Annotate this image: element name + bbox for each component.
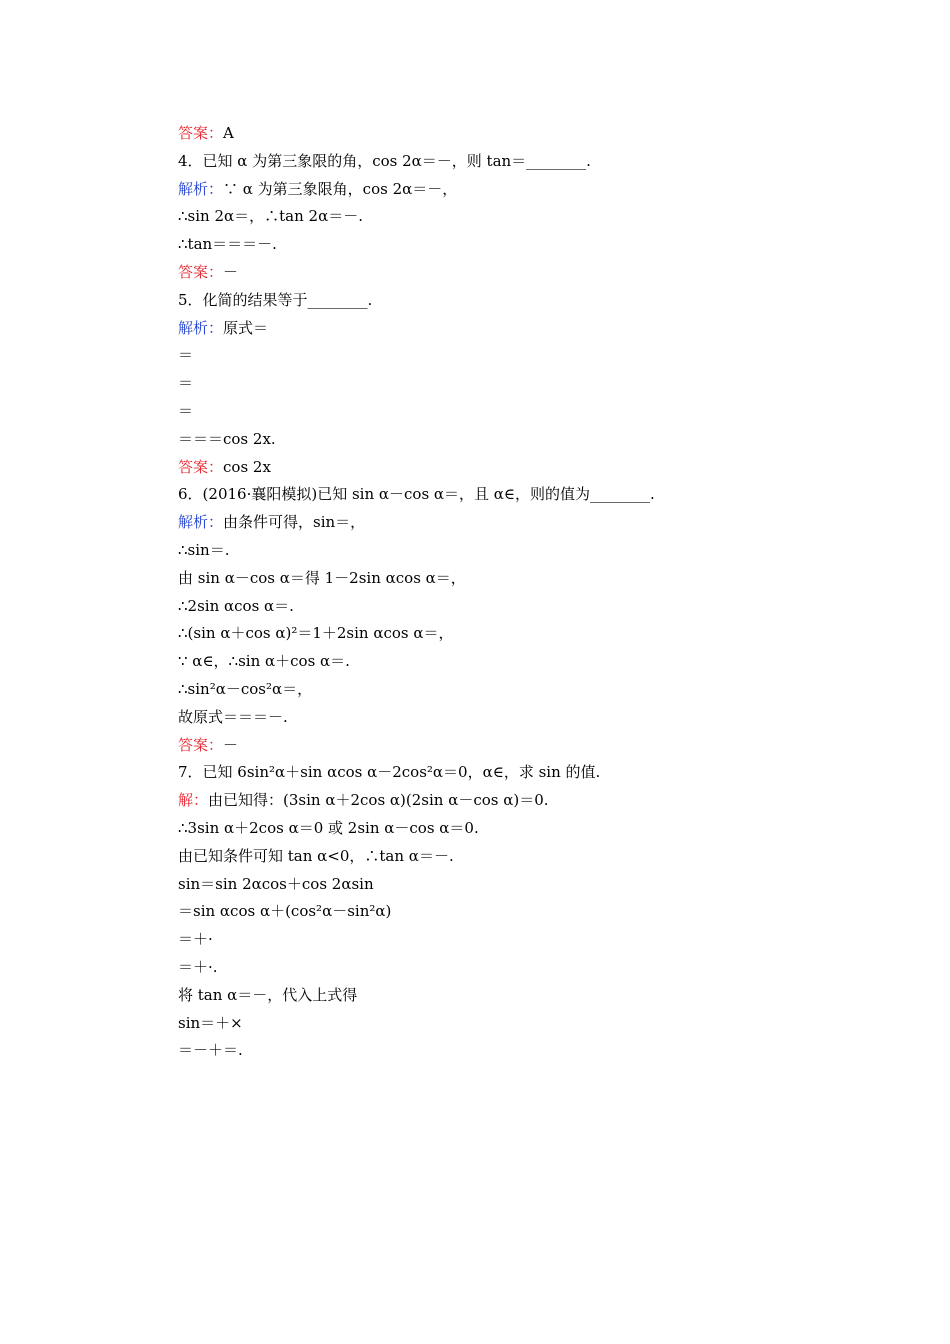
analysis-label: 解析： [178,179,224,198]
analysis-label: 解析： [178,318,224,337]
text-line [178,1012,890,1034]
line-text: cos 2x [223,457,271,476]
line-text: ∴3sin α＋2cos α＝0 或 2sin α－cos α＝0. [178,819,479,837]
text-line [178,372,890,394]
text-line [178,344,890,366]
line-text: 由 sin α－cos α＝得 1－2sin αcos α＝， [178,568,466,587]
line-text: ∵ α 为第三象限角，cos 2α＝－， [223,179,458,198]
text-line [178,678,890,700]
answer-label: 答案： [178,263,224,281]
text-line [178,789,890,811]
line-text: 5．化简的结果等于________. [178,290,373,309]
answer-label: 答案： [178,735,224,754]
line-text: ＝ [178,402,194,420]
line-text: ＝＋·. [178,958,218,976]
text-line [178,289,890,311]
line-text: 原式＝ [223,318,269,337]
line-text: A [223,124,234,142]
answer-label: 答案： [178,457,224,476]
line-text: ＝＋· [178,930,213,949]
text-line [178,984,890,1006]
text-line [178,622,890,644]
text-line [178,900,890,922]
line-text: ∴sin²α－cos²α＝， [178,680,313,698]
text-line [178,400,890,422]
line-text: － [223,263,239,281]
line-text: ∵ α∈，∴sin α＋cos α＝. [178,652,350,671]
line-text: 由已知条件可知 tan α<0，∴tan α＝－. [178,846,454,865]
text-line [178,122,890,144]
line-text: ∴sin＝. [178,541,230,559]
text-line [178,928,890,950]
line-text: ＝sin αcos α＋(cos²α－sin²α) [178,902,392,921]
text-line [178,956,890,978]
text-line [178,456,890,478]
answer-label: 解： [178,791,209,810]
line-text: ∴(sin α＋cos α)²＝1＋2sin αcos α＝， [178,624,454,643]
text-line [178,511,890,533]
text-line [178,706,890,728]
line-text: 将 tan α＝－，代入上式得 [178,985,358,1004]
line-text: 6．(2016·襄阳模拟)已知 sin α－cos α＝，且 α∈，则的值为________. [178,485,655,504]
answer-label: 答案： [178,124,224,142]
line-text: ∴sin 2α＝，∴tan 2α＝－. [178,207,363,226]
text-line [178,150,890,172]
line-text: 由已知得：(3sin α＋2cos α)(2sin α－cos α)＝0. [208,791,549,810]
line-text: ＝＝＝cos 2x. [178,429,276,448]
text-line [178,233,890,255]
text-line [178,873,890,895]
line-text: sin＝sin 2αcos＋cos 2αsin [178,874,374,893]
text-line [178,539,890,561]
analysis-label: 解析： [178,513,224,532]
line-text: － [223,735,239,754]
line-text: ＝ [178,346,194,365]
text-line [178,317,890,339]
text-line [178,1039,890,1061]
text-line [178,595,890,617]
text-line [178,817,890,839]
text-line [178,845,890,867]
text-line [178,178,890,200]
line-text: sin＝＋× [178,1013,243,1032]
line-text: 7．已知 6sin²α＋sin αcos α－2cos²α＝0，α∈，求 sin 的值. [178,763,601,782]
line-text: 故原式＝＝＝－. [178,707,288,726]
text-line [178,734,890,756]
text-line [178,261,890,283]
line-text: ∴2sin αcos α＝. [178,596,294,615]
text-line [178,567,890,589]
line-text: ＝－＋＝. [178,1041,243,1060]
line-text: ＝ [178,374,194,393]
line-text: 4．已知 α 为第三象限的角，cos 2α＝－，则 tan＝________. [178,151,591,170]
text-line [178,761,890,783]
text-line [178,483,890,505]
text-line [178,650,890,672]
text-line [178,205,890,227]
line-text: ∴tan＝＝＝－. [178,235,277,254]
text-line [178,428,890,450]
line-text: 由条件可得，sin＝， [223,513,366,532]
